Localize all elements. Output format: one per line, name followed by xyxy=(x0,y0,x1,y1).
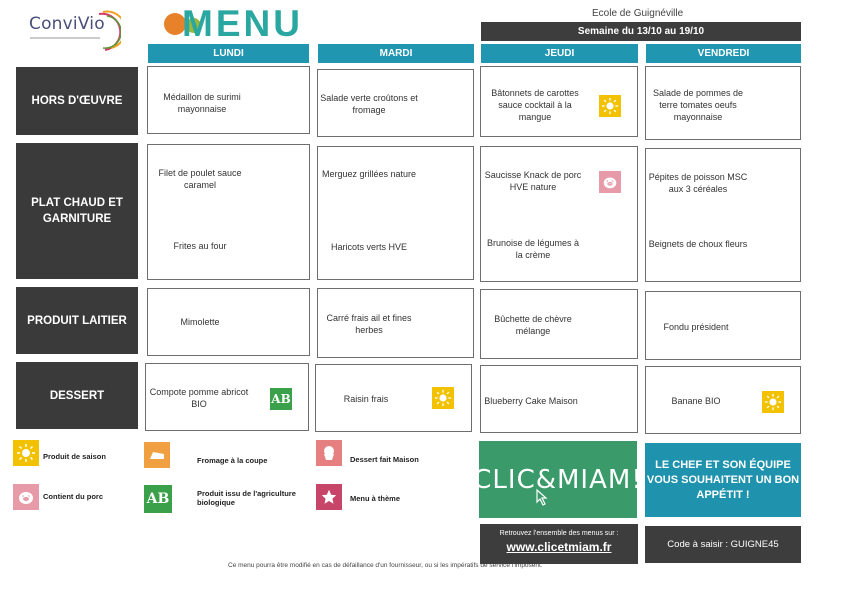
dish-text: Merguez grillées nature xyxy=(321,169,417,179)
retrouvez-text: Retrouvez l'ensemble des menus sur : xyxy=(499,530,619,537)
cell-laitier-jeudi xyxy=(480,289,638,359)
dish-side-text: Brunoise de légumes à la crème xyxy=(486,238,580,260)
cell-plat-lundi xyxy=(147,144,310,280)
day-header-vendredi: VENDREDI xyxy=(646,44,801,63)
website-banner xyxy=(480,524,638,564)
cell-laitier-lundi xyxy=(147,288,310,356)
dish-text: Banane BIO xyxy=(671,396,721,406)
dish-text: Raisin frais xyxy=(343,394,389,404)
cell-hors-lundi xyxy=(147,66,310,134)
cell-laitier-vendredi xyxy=(645,291,801,360)
ab-organic-icon: AB xyxy=(270,388,292,410)
day-header-mardi: MARDI xyxy=(318,44,474,63)
legend-ab-organic-icon: AB xyxy=(144,485,172,513)
cell-plat-jeudi xyxy=(480,146,638,282)
dish-side-text: Beignets de choux fleurs xyxy=(648,239,748,249)
cheese-icon xyxy=(144,442,170,468)
sun-icon xyxy=(432,387,454,409)
cell-hors-mardi xyxy=(317,69,474,137)
cell-dessert-mardi xyxy=(315,364,472,432)
website-link[interactable]: www.clicetmiam.fr xyxy=(506,540,612,554)
day-header-jeudi: JEUDI xyxy=(481,44,638,63)
dish-text: Médaillon de surimi mayonnaise xyxy=(163,92,241,114)
cell-dessert-lundi xyxy=(145,363,309,431)
legend-porc-label: Contient du porc xyxy=(43,492,103,501)
cell-plat-vendredi xyxy=(645,148,801,282)
category-dessert: DESSERT xyxy=(16,362,138,429)
dish-text: Filet de poulet sauce caramel xyxy=(158,168,242,190)
logo-swirl-icon xyxy=(95,10,121,54)
legend-bio-label: Produit issu de l'agriculture biologique xyxy=(197,489,296,507)
dish-text: Mimolette xyxy=(180,317,220,327)
legend-pig-icon xyxy=(13,484,39,510)
category-plat: PLAT CHAUD ET GARNITURE xyxy=(16,143,138,279)
day-header-lundi: LUNDI xyxy=(148,44,309,63)
clic-miam-banner[interactable]: CLIC&MIAM! xyxy=(479,441,637,518)
legend-dessert-label: Dessert fait Maison xyxy=(350,455,419,464)
sun-icon xyxy=(599,95,621,117)
dish-side-text: Haricots verts HVE xyxy=(330,242,408,252)
dish-text: Salade de pommes de terre tomates oeufs mayonnaise xyxy=(652,88,744,122)
cell-laitier-mardi xyxy=(317,288,474,358)
dish-text: Pépites de poisson MSC aux 3 céréales xyxy=(648,172,748,194)
cupcake-icon xyxy=(316,440,342,466)
category-laitier: PRODUIT LAITIER xyxy=(16,287,138,354)
dish-text: Fondu président xyxy=(663,322,729,332)
category-hors-doeuvre: HORS D'ŒUVRE xyxy=(16,67,138,135)
cell-dessert-jeudi xyxy=(480,365,638,433)
cell-plat-mardi xyxy=(317,146,474,280)
pig-icon xyxy=(599,171,621,193)
dish-text: Blueberry Cake Maison xyxy=(484,396,578,406)
dish-text: Bûchette de chèvre mélange xyxy=(494,314,572,336)
menu-title: MENU xyxy=(182,3,303,44)
logo-tagline xyxy=(30,37,100,39)
legend-fromage-label: Fromage à la coupe xyxy=(197,456,268,465)
dish-text: Saucisse Knack de porc HVE nature xyxy=(484,170,582,192)
convivio-logo: ConviVio xyxy=(29,14,105,34)
legend-theme-label: Menu à thème xyxy=(350,494,401,503)
access-code: Code à saisir : GUIGNE45 xyxy=(645,526,801,563)
cell-hors-vendredi xyxy=(645,66,801,140)
legend-sun-icon xyxy=(13,440,39,466)
cell-dessert-vendredi xyxy=(645,366,801,434)
dish-text: Carré frais ail et fines herbes xyxy=(326,313,412,335)
dish-text: Salade verte croûtons et fromage xyxy=(320,93,418,115)
cell-hors-jeudi xyxy=(480,66,638,137)
dish-text: Bâtonnets de carottes sauce cocktail à la mangue xyxy=(491,88,579,122)
legend-saison-label: Produit de saison xyxy=(43,452,106,461)
school-name: Ecole de Guignéville xyxy=(592,8,684,19)
chef-message: LE CHEF ET SON ÉQUIPE VOUS SOUHAITENT UN BON APPÉTIT ! xyxy=(645,443,801,517)
sun-icon xyxy=(762,391,784,413)
dish-side-text: Frites au four xyxy=(173,241,227,251)
cursor-icon xyxy=(535,488,551,506)
week-banner: Semaine du 13/10 au 19/10 xyxy=(481,22,801,41)
footer-disclaimer: Ce menu pourra être modifié en cas de défaillance d'un fournisseur, ou si les impératifs de service l'imposent. xyxy=(228,562,543,569)
star-icon xyxy=(316,484,342,510)
dish-text: Compote pomme abricot BIO xyxy=(149,387,249,409)
